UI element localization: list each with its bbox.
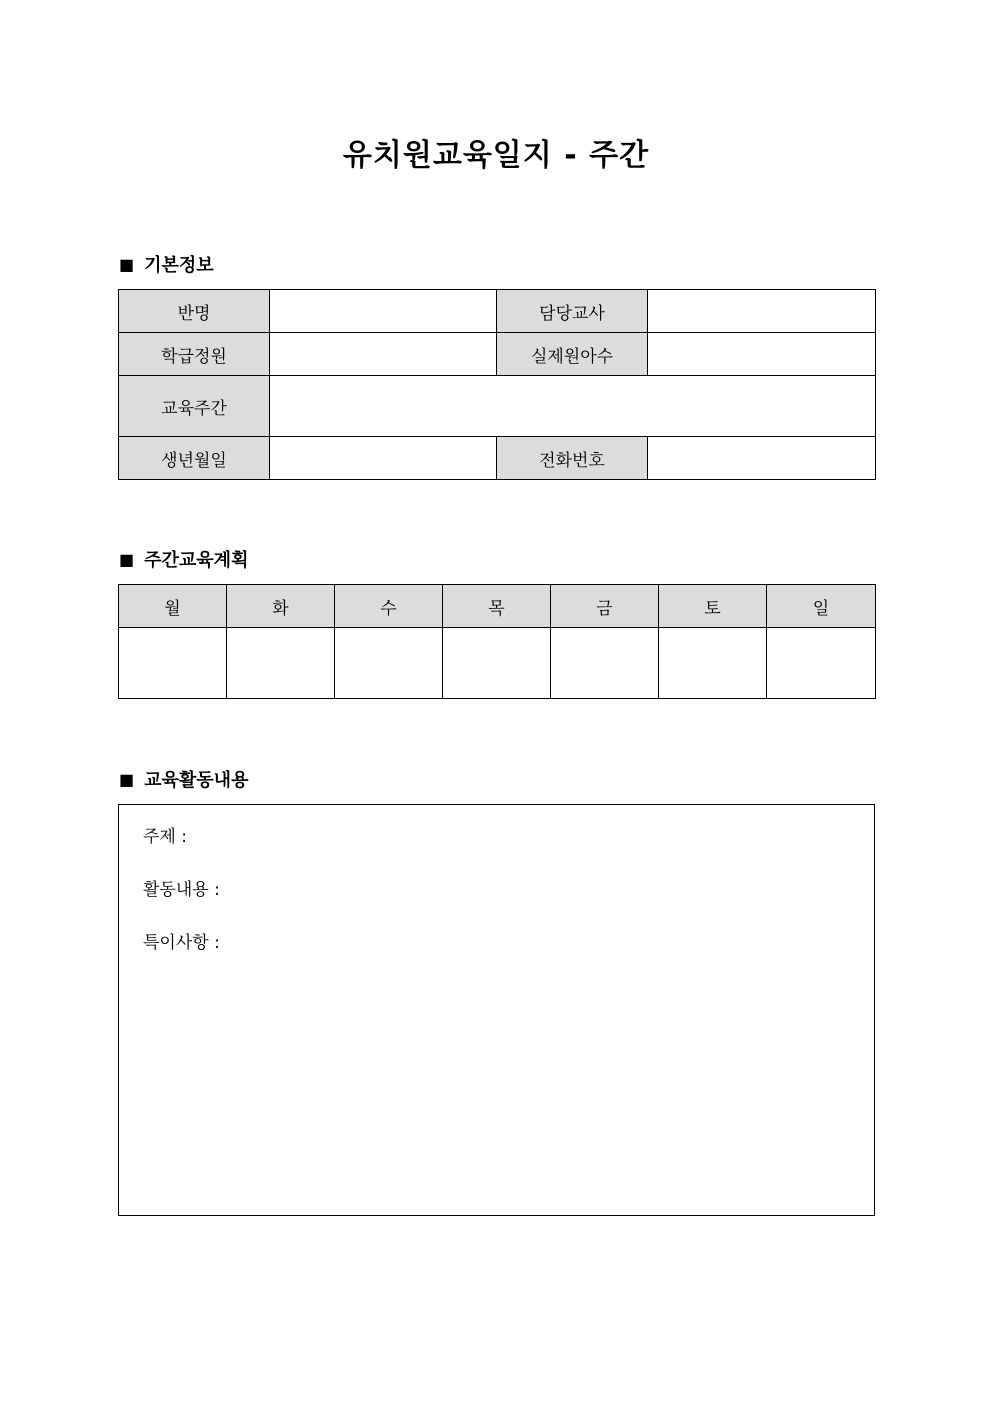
day-header-tue: 화	[227, 585, 335, 628]
square-bullet-icon: ■	[119, 769, 135, 789]
class-capacity-field[interactable]	[270, 333, 497, 376]
teacher-field[interactable]	[648, 290, 876, 333]
square-bullet-icon: ■	[119, 549, 135, 569]
section-title: 교육활동내용	[144, 770, 249, 791]
plan-cell-thu[interactable]	[443, 628, 551, 699]
class-name-label: 반명	[119, 290, 270, 333]
section-heading-weekly-plan	[119, 546, 248, 572]
day-header-sun: 일	[767, 585, 876, 628]
table-row	[119, 437, 876, 480]
class-name-field[interactable]	[270, 290, 497, 333]
section-title: 기본정보	[144, 255, 214, 276]
plan-cell-fri[interactable]	[551, 628, 659, 699]
plan-cell-wed[interactable]	[335, 628, 443, 699]
plan-cell-sun[interactable]	[767, 628, 876, 699]
activity-details-label: 활동내용 :	[143, 880, 220, 900]
day-header-thu: 목	[443, 585, 551, 628]
day-header-wed: 수	[335, 585, 443, 628]
table-row	[119, 628, 876, 699]
square-bullet-icon: ■	[119, 254, 135, 274]
education-week-field[interactable]	[270, 376, 876, 437]
plan-cell-tue[interactable]	[227, 628, 335, 699]
table-row	[119, 290, 876, 333]
section-title: 주간교육계획	[144, 550, 249, 571]
document-title: 유치원교육일지 - 주간	[342, 138, 650, 173]
birthdate-field[interactable]	[270, 437, 497, 480]
day-header-mon: 월	[119, 585, 227, 628]
day-header-fri: 금	[551, 585, 659, 628]
table-row	[119, 585, 876, 628]
basic-info-table	[118, 289, 876, 480]
section-heading-basic-info	[119, 251, 214, 277]
topic-label: 주제 :	[143, 827, 187, 847]
class-capacity-label: 학급정원	[119, 333, 270, 376]
phone-label: 전화번호	[497, 437, 648, 480]
actual-students-label: 실제원아수	[497, 333, 648, 376]
day-header-sat: 토	[659, 585, 767, 628]
phone-field[interactable]	[648, 437, 876, 480]
plan-cell-sat[interactable]	[659, 628, 767, 699]
table-row	[119, 333, 876, 376]
plan-cell-mon[interactable]	[119, 628, 227, 699]
actual-students-field[interactable]	[648, 333, 876, 376]
education-week-label: 교육주간	[119, 376, 270, 437]
teacher-label: 담당교사	[497, 290, 648, 333]
special-notes-label: 특이사항 :	[143, 933, 220, 953]
birthdate-label: 생년월일	[119, 437, 270, 480]
weekly-plan-table	[118, 584, 876, 699]
activity-content-box[interactable]	[118, 804, 875, 1216]
table-row	[119, 376, 876, 437]
section-heading-activity	[119, 766, 248, 792]
